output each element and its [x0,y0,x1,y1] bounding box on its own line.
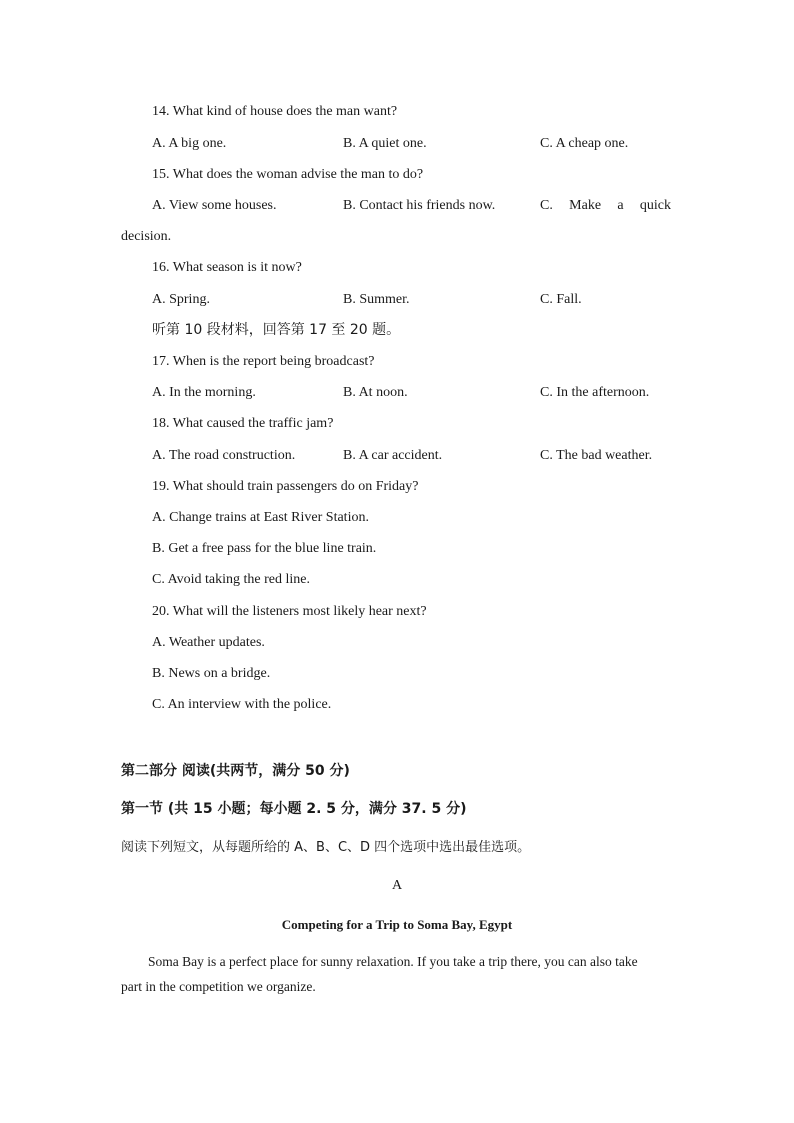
q17-option-b: B. At noon. [343,385,408,400]
q15-option-c-word: Make [569,198,602,213]
passage-paragraph-line-2: part in the competition we organize. [121,979,316,994]
passage-paragraph-line-1: Soma Bay is a perfect place for sunny relaxation. If you take a trip there, you can also take [148,954,638,969]
question-19: 19. What should train passengers do on Friday? [152,479,419,494]
section-one-heading: 第一节 (共 15 小题；每小题 2. 5 分，满分 37. 5 分) [121,801,467,817]
q15-option-c [540,197,671,215]
q16-option-b: B. Summer. [343,292,410,307]
q20-option-c: C. An interview with the police. [152,697,332,712]
passage-title: Competing for a Trip to Soma Bay, Egypt [281,917,513,932]
part-two-heading: 第二部分 阅读(共两节，满分 50 分) [121,763,350,779]
q19-option-c: C. Avoid taking the red line. [152,572,310,587]
q18-option-a: A. The road construction. [152,448,296,463]
question-20: 20. What will the listeners most likely hear next? [152,604,427,619]
reading-instruction: 阅读下列短文，从每题所给的 A、B、C、D 四个选项中选出最佳选项。 [121,840,531,855]
q16-option-a: A. Spring. [152,292,210,307]
q20-option-b: B. News on a bridge. [152,666,271,681]
q19-option-b: B. Get a free pass for the blue line train. [152,541,377,556]
q19-option-a: A. Change trains at East River Station. [152,510,369,525]
question-14: 14. What kind of house does the man want? [152,104,398,119]
q15-option-a: A. View some houses. [152,198,277,213]
q17-option-a: A. In the morning. [152,385,256,400]
passage-label: A [391,878,403,893]
q17-option-c: C. In the afternoon. [540,385,650,400]
q14-option-b: B. A quiet one. [343,136,427,151]
q15-option-c-word: quick [639,198,671,213]
q15-option-c-continued: decision. [121,229,172,244]
section-10-instruction: 听第 10 段材料，回答第 17 至 20 题。 [152,322,401,338]
q20-option-a: A. Weather updates. [152,635,265,650]
q15-option-c-word: C. [540,198,553,213]
question-18: 18. What caused the traffic jam? [152,416,334,431]
q16-option-c: C. Fall. [540,292,582,307]
q15-option-b: B. Contact his friends now. [343,198,496,213]
question-15: 15. What does the woman advise the man to do? [152,167,424,182]
q14-option-a: A. A big one. [152,136,227,151]
q14-option-c: C. A cheap one. [540,136,629,151]
q18-option-c: C. The bad weather. [540,448,653,463]
q18-option-b: B. A car accident. [343,448,443,463]
question-17: 17. When is the report being broadcast? [152,354,375,369]
question-16: 16. What season is it now? [152,260,302,275]
q15-option-c-word: a [617,198,624,213]
